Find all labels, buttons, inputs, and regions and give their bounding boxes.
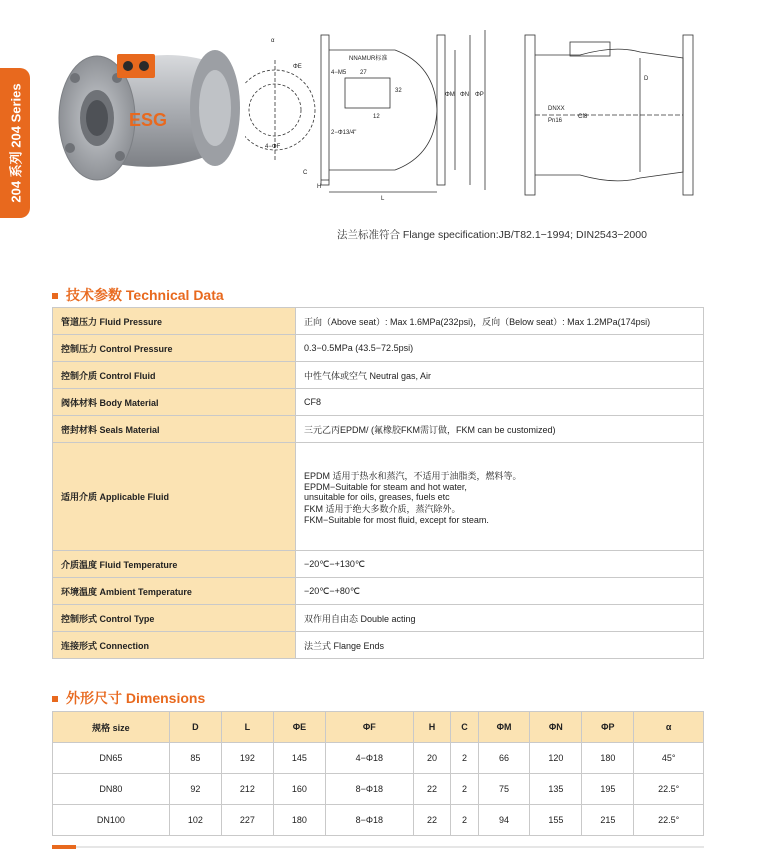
row-value: CF8 (296, 389, 704, 416)
cell: 180 (582, 743, 634, 774)
cell: 2 (451, 743, 478, 774)
table-row (53, 774, 704, 805)
row-value: 双作用自由态 Double acting (296, 605, 704, 632)
col-header: L (221, 712, 273, 743)
cell: 2 (451, 805, 478, 836)
footer-accent-bar (52, 845, 76, 849)
phi-p-label: ΦP (475, 92, 484, 98)
row-label: 适用介质 Applicable Fluid (53, 443, 296, 551)
cell: 94 (478, 805, 530, 836)
series-side-tab (0, 68, 30, 218)
fluid-line: FKM 适用于绝大多数介质，蒸汽除外。 (304, 503, 461, 514)
row-label: 环境温度 Ambient Temperature (53, 578, 296, 605)
footer-divider (76, 846, 704, 848)
row-label: 控制压力 Control Pressure (53, 335, 296, 362)
cell: 22 (413, 805, 451, 836)
cell: 92 (169, 774, 221, 805)
phi-m-label: ΦM (445, 92, 455, 98)
col-header: ΦN (530, 712, 582, 743)
row-label: 管道压力 Fluid Pressure (53, 308, 296, 335)
m5-label: 4−M5 (331, 70, 347, 76)
h-label: H (317, 184, 322, 190)
row-value: 中性气体或空气 Neutral gas, Air (296, 362, 704, 389)
cell: 20 (413, 743, 451, 774)
pn16-label: Pn16 (548, 118, 563, 124)
cell: 102 (169, 805, 221, 836)
col-header: ΦM (478, 712, 530, 743)
cell: 215 (582, 805, 634, 836)
table-row (53, 308, 704, 335)
d-label: D (644, 76, 649, 82)
cell: 22 (413, 774, 451, 805)
cell: 135 (530, 774, 582, 805)
heading-marker (52, 293, 58, 299)
cell: 195 (582, 774, 634, 805)
namur-label: NNAMUR标准 (349, 56, 388, 62)
row-label: 阀体材料 Body Material (53, 389, 296, 416)
col-header: ΦF (325, 712, 413, 743)
cell: 212 (221, 774, 273, 805)
row-value: −20℃−+80℃ (296, 578, 704, 605)
col-header: C (451, 712, 478, 743)
col-header: H (413, 712, 451, 743)
cell: 45° (634, 743, 704, 774)
dimension-drawing-front (245, 30, 495, 210)
table-row (53, 551, 704, 578)
flange-spec: 法兰标准符合 Flange specification:JB/T82.1−1994; DIN2543−2000 (337, 229, 647, 241)
cell: 85 (169, 743, 221, 774)
cell: DN65 (53, 743, 170, 774)
col-header: 规格 size (53, 712, 170, 743)
cell: 75 (478, 774, 530, 805)
table-row (53, 605, 704, 632)
dimension-drawing-section (520, 30, 700, 205)
cell: 66 (478, 743, 530, 774)
fluid-line: EPDM 适用于热水和蒸汽，不适用于油脂类，燃料等。 (304, 470, 522, 481)
cell: 180 (273, 805, 325, 836)
col-header: ΦP (582, 712, 634, 743)
cf8-label: Cf8 (578, 114, 588, 120)
row-value: 三元乙丙EPDM/ (氟橡胶FKM需订做，FKM can be customized) (296, 416, 704, 443)
row-value: −20℃−+130℃ (296, 551, 704, 578)
phi-e-label: ΦE (293, 64, 302, 70)
thread-label: 2−Φ13/4" (331, 130, 357, 136)
fluid-line: FKM−Suitable for most fluid, except for steam. (304, 514, 489, 525)
cell: 4−Φ18 (325, 743, 413, 774)
cell: 8−Φ18 (325, 774, 413, 805)
row-value: 法兰式 Flange Ends (296, 632, 704, 659)
table-row (53, 335, 704, 362)
row-label: 密封材料 Seals Material (53, 416, 296, 443)
cell: 22.5° (634, 774, 704, 805)
row-value: 正向（Above seat）: Max 1.6MPa(232psi)，反向（Below seat）: Max 1.2MPa(174psi) (296, 308, 704, 335)
dimensions-heading (52, 688, 205, 708)
row-value: 0.3−0.5MPa (43.5−72.5psi) (296, 335, 704, 362)
row-label: 介质温度 Fluid Temperature (53, 551, 296, 578)
cell: 160 (273, 774, 325, 805)
technical-data-table (52, 307, 704, 659)
dim-32-label: 32 (395, 88, 402, 94)
table-row (53, 362, 704, 389)
table-row (53, 578, 704, 605)
phi-n-label: ΦN (460, 92, 470, 98)
table-row (53, 805, 704, 836)
col-header: ΦE (273, 712, 325, 743)
technical-data-title: 技术参数 Technical Data (66, 287, 224, 303)
fluid-line: EPDM−Suitable for steam and hot water, (304, 481, 467, 492)
l-label: L (381, 196, 385, 202)
cell: 2 (451, 774, 478, 805)
c-label: C (303, 170, 308, 176)
dim-27-label: 27 (360, 70, 367, 76)
dim-12-label: 12 (373, 114, 380, 120)
col-header: D (169, 712, 221, 743)
alpha-label: α (271, 38, 275, 44)
dnxx-label: DNXX (548, 106, 565, 112)
dimensions-table (52, 711, 704, 836)
technical-data-heading (52, 285, 224, 305)
cell: 145 (273, 743, 325, 774)
row-label: 控制形式 Control Type (53, 605, 296, 632)
cell: 8−Φ18 (325, 805, 413, 836)
product-photo (55, 38, 245, 188)
table-row (53, 632, 704, 659)
cell: 155 (530, 805, 582, 836)
series-tab-label: 204 系列 204 Series (8, 83, 24, 203)
dimensions-title: 外形尺寸 Dimensions (66, 690, 206, 706)
table-row (53, 389, 704, 416)
col-header: α (634, 712, 704, 743)
row-value (296, 443, 704, 551)
cell: 192 (221, 743, 273, 774)
heading-marker (52, 696, 58, 702)
cell: 120 (530, 743, 582, 774)
row-label: 控制介质 Control Fluid (53, 362, 296, 389)
table-row (53, 416, 704, 443)
table-row (53, 443, 704, 551)
cell: 227 (221, 805, 273, 836)
cell: DN80 (53, 774, 170, 805)
cell: 22.5° (634, 805, 704, 836)
phi-f-label: 4−ΦF (265, 144, 281, 150)
header-row (53, 712, 704, 743)
esg-logo: ESG (129, 110, 168, 130)
cell: DN100 (53, 805, 170, 836)
row-label: 连接形式 Connection (53, 632, 296, 659)
table-row (53, 743, 704, 774)
fluid-line: unsuitable for oils, greases, fuels etc (304, 491, 450, 502)
